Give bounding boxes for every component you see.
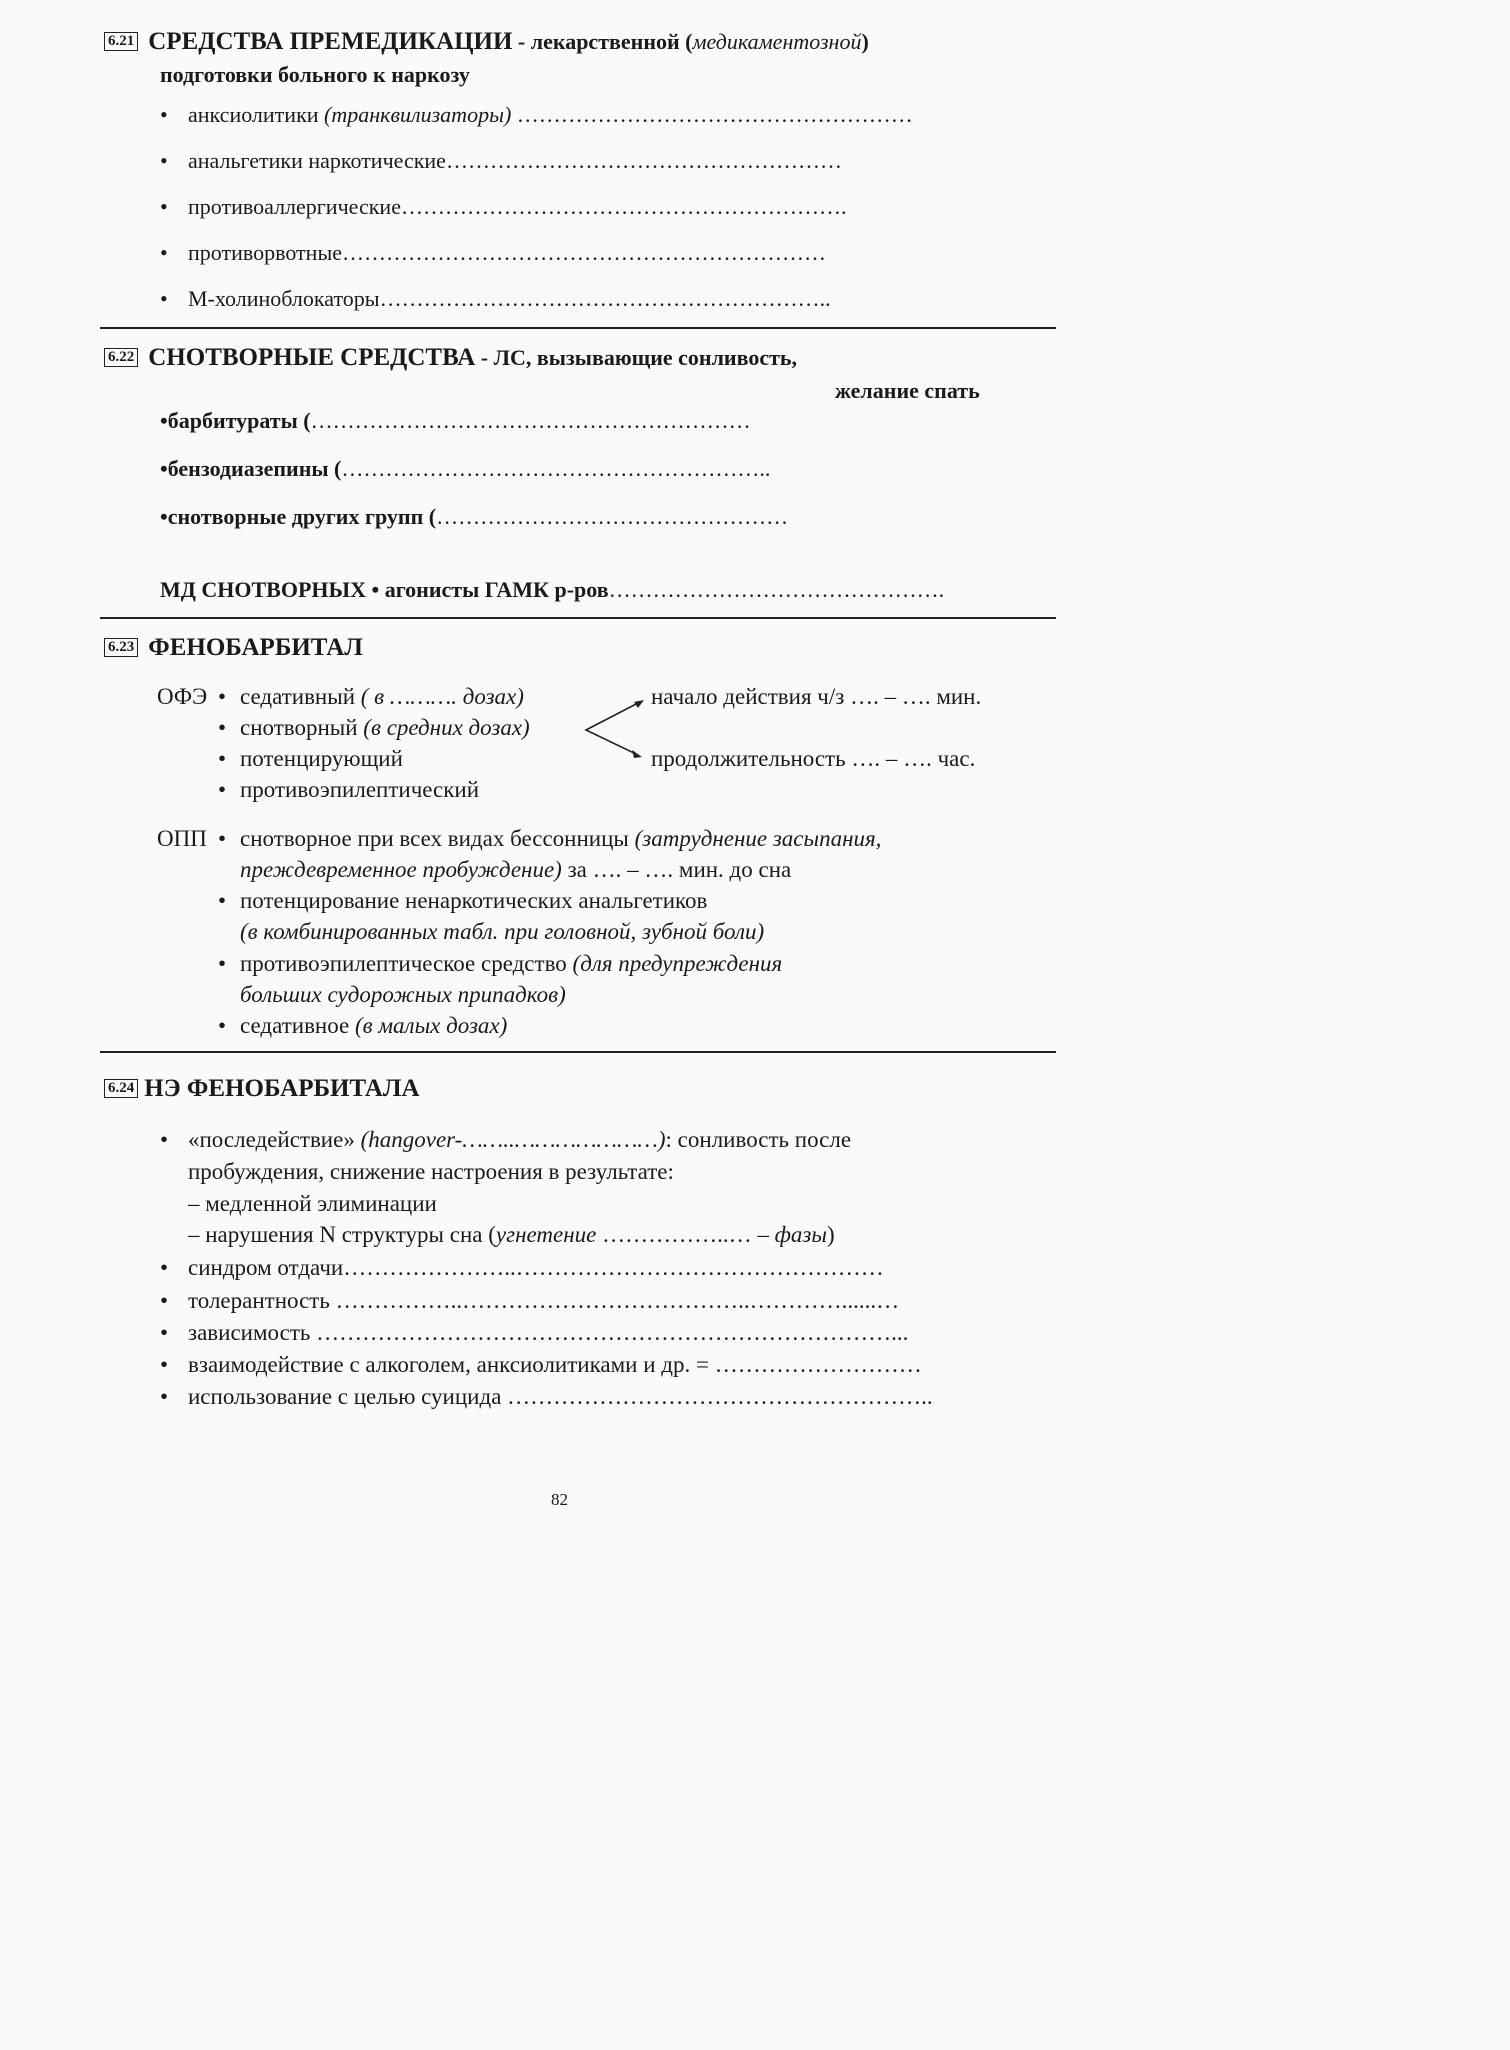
list-item: • анксиолитики (транквилизаторы) ……………………………………………… [160,102,913,127]
section-title: СНОТВОРНЫЕ СРЕДСТВА [148,344,476,371]
list-item: • синдром отдачи…………………..………………………………………… [160,1255,884,1280]
section-6-23-heading [104,634,363,662]
section-title: НЭ ФЕНОБАРБИТАЛА [144,1075,420,1102]
list-item: • противоэпилептическое средство (для предупреждения [218,951,783,976]
section-number-box: 6.24 [104,1079,138,1098]
list-item: •снотворные других групп (………………………………………… [160,504,789,529]
list-item: • снотворный (в средних дозах) [218,715,530,740]
section-6-24-heading [104,1075,420,1103]
list-item-continuation: – нарушения N структуры сна (угнетение ……………..… – фазы) [188,1222,835,1247]
list-item-continuation: преждевременное пробуждение) за …. – …. мин. до сна [240,857,792,882]
list-item: • взаимодействие с алкоголем, анксиолитиками и др. = ……………………… [160,1352,922,1377]
list-item-continuation: больших судорожных припадков) [240,982,566,1007]
opp-label: ОПП [157,826,207,851]
onset-text: начало действия ч/з …. – …. мин. [651,684,982,709]
duration-text: продолжительность …. – …. час. [651,746,976,771]
section-number-box: 6.22 [104,348,138,367]
list-item: • снотворное при всех видах бессонницы (затруднение засыпания, [218,826,882,851]
page-number: 82 [551,1490,568,1509]
section-title: СРЕДСТВА ПРЕМЕДИКАЦИИ [148,28,513,55]
section-subtitle-line2: подготовки больного к наркозу [160,62,470,87]
list-item: • анальгетики наркотические……………………………………………… [160,148,842,173]
section-subtitle-line2: желание спать [835,378,980,403]
divider [100,617,1056,619]
section-number-box: 6.23 [104,638,138,657]
section-6-21-heading [104,28,869,56]
md-line: МД СНОТВОРНЫХ • агонисты ГАМК р-ров………………………………………. [160,577,945,602]
section-subtitle: - лекарственной ( [512,29,693,54]
list-item: • седативный ( в ………. дозах) [218,684,524,709]
list-item: • потенцирующий [218,746,403,771]
section-subtitle-close: ) [861,29,869,54]
list-item-continuation: – медленной элиминации [188,1191,437,1216]
section-subtitle-italic: медикаментозной [692,29,862,54]
list-item: • противорвотные………………………………………………………… [160,240,826,265]
list-item: • М-холиноблокаторы…………………………………………………….. [160,286,831,311]
list-item: • седативное (в малых дозах) [218,1013,508,1038]
list-item-continuation: (в комбинированных табл. при головной, зубной боли) [240,919,765,944]
list-item: •бензодиазепины (………………………………………………….. [160,456,771,481]
branch-arrows-icon [578,696,648,762]
divider [100,1051,1056,1053]
section-title: ФЕНОБАРБИТАЛ [148,634,363,661]
ofe-label: ОФЭ [157,684,208,709]
list-item: • использование с целью суицида ……………………………………………….. [160,1384,933,1409]
list-item-continuation: пробуждения, снижение настроения в результате: [188,1159,674,1184]
list-item: • «последействие» (hangover-……..…………………): сонливость после [160,1127,852,1152]
list-item: • противоэпилептический [218,777,480,802]
section-6-22-heading [104,344,797,372]
list-item: • толерантность ……………..………………………………..…………......… [160,1288,900,1313]
divider [100,327,1056,329]
list-item: •барбитураты (…………………………………………………… [160,408,751,433]
section-subtitle: - ЛС, вызывающие сонливость, [475,345,798,370]
list-item: • потенцирование ненаркотических анальгетиков [218,888,708,913]
list-item: • противоаллергические……………………………………………………. [160,194,847,219]
list-item: • зависимость …………………………………………………………………... [160,1320,909,1345]
section-number-box: 6.21 [104,32,138,51]
